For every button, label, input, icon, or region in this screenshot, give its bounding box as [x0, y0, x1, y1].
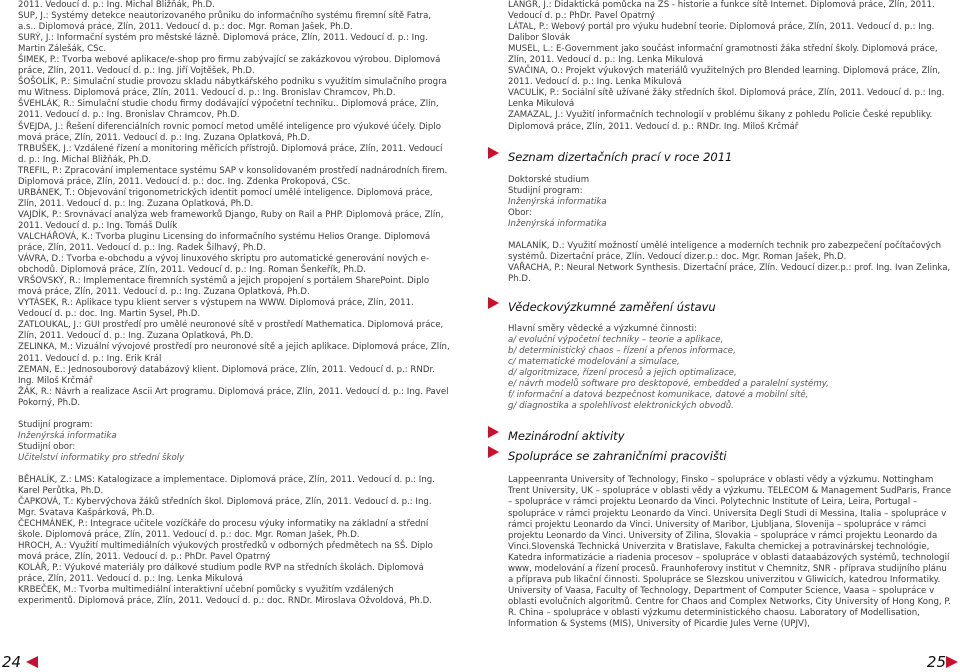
dissertations-heading-text: Seznam dizertačních prací v roce 2011 [508, 149, 733, 164]
thesis-entry: LÁTAL, P.: Webový portál pro výuku hudební teorie. Diplomová práce, Zlín, 2011. Vedoucí d. p.: Ing. Dalibor Slovák [508, 22, 935, 44]
thesis-entry: ČECHMÁNEK, P.: Integrace učitele vozíčkáře do procesu výuky informatiky na základní a střední škole. Diplomová práce, Zlín, 2011. Vedoucí d. p.: doc. Mgr. Roman Jašek, Ph.D. [18, 519, 429, 541]
thesis-entry: BĚHALÍK, Z.: LMS: Katalogizace a implementace. Diplomová práce, Zlín, 2011. Vedoucí d. p.: Ing. Karel Perůtka, Ph.D. [18, 474, 435, 496]
thesis-entry: LANGR, J.: Didaktická pomůcka na ZŠ - historie a funkce sítě Internet. Diplomová práce, Zlín, 2011. Vedoucí d. p.: PhDr. Pavel Opatrný [508, 0, 935, 22]
thesis-entry: TREFIL, P.: Zpracování implementace systému SAP v konsolidovaném prostředí nadnárodních firem. Diplomová práce, Zlín, 2011. Vedoucí d. p.: doc. Ing. Zdenka Prokopová, CSc. [18, 165, 448, 187]
doctoral-field-value: Inženýrská informatika [508, 218, 607, 229]
program-value: Inženýrská informatika [18, 430, 117, 441]
thesis-entry: ZAMAZAL, J.: Využití informačních technologií v problému šikany z pohledu Policie České republiky. Diplomová práce, Zlín, 2011. Vedoucí d. p.: RNDr. Ing. Miloš Krčmář [508, 110, 933, 132]
research-heading [508, 296, 952, 315]
left-thesis-list-1 [18, 0, 450, 409]
thesis-entry: ŠOŠOLÍK, P.: Simulační studie provozu skladu nábytkářského podniku s využitím simulačního progra mu Witness. Diplomová práce, Zlín, 2011. Vedoucí d. p.: Ing. Bronislav Chramcov, Ph.D. [18, 77, 447, 99]
research-item: f/ informační a datová bezpečnost komunikace, datové a mobilní sítě, [508, 390, 809, 401]
thesis-entry: KOLÁŘ, P.: Výukové materiály pro dálkové studium podle RVP na středních školách. Diplomová práce, Zlín, 2011. Vedoucí d. p.: Ing. Lenka Mikulová [18, 563, 424, 585]
doctoral-program-value: Inženýrská informatika [508, 196, 607, 207]
doctoral-field-label: Obor: [508, 207, 532, 218]
thesis-entry: MALANÍK, D.: Využití možností umělé inteligence a moderních technik pro zabezpečení počítačových systémů. Dizertační práce, Zlín. Vedoucí dizer.p.: doc. Mgr. Roman Jašek, Ph.D. [508, 240, 942, 262]
thesis-entry: MUSEL, L.: E-Government jako součást informační gramotnosti žáka střední školy. Diplomová práce, Zlín, 2011. Vedoucí d. p.: Ing. Lenka Mikulová [508, 44, 938, 66]
doctoral-label: Doktorské studium [508, 174, 590, 185]
thesis-entry: 2011. Vedoucí d. p.: Ing. Michal Bližňák, Ph.D. [18, 0, 215, 10]
thesis-entry: ZELINKA, M.: Vizuální vývojové prostředí pro neuronové sítě a jejich aplikace. Diplomová práce, Zlín, 2011. Vedoucí d. p.: Ing. Erik Král [18, 342, 450, 364]
thesis-entry: ŽÁK, R.: Návrh a realizace Ascii Art programu. Diplomová práce, Zlín, 2011. Vedoucí d. p.: Ing. Pavel Pokorný, Ph.D. [18, 386, 449, 408]
research-heading-text: Vědeckovýzkumné zaměření ústavu [508, 299, 716, 314]
thesis-entry: KRBEČEK, M.: Tvorba multimediální interaktivní učební pomůcky s využitím vzdálených experimentů. Diplomová práce, Zlín, 2011. Vedoucí d. p.: doc. RNDr. Miroslava Ožvoldová, Ph.D. [18, 585, 432, 607]
cooperation-heading-text: Spolupráce se zahraničními pracovišti [508, 449, 727, 464]
thesis-entry: ZEMAN, E.: Jednosouborový databázový klient. Diplomová práce, Zlín, 2011. Vedoucí d. p.: RNDr. Ing. Miloš Krčmář [18, 364, 435, 386]
right-page [508, 0, 952, 630]
research-item: b/ deterministický chaos – řízení a přenos informace, [508, 346, 736, 357]
thesis-entry: VRŠOVSKÝ, R.: Implementace firemních systémů a jejich propojení s portálem SharePoint. Diplo mová práce, Zlín, 2011. Vedoucí d. p.: Ing. Zuzana Oplatková, Ph.D. [18, 276, 430, 298]
right-page-marker-icon [946, 656, 958, 668]
research-item: d/ algoritmizace, řízení procesů a jejich optimalizace, [508, 368, 737, 379]
thesis-entry: VAJDÍK, P.: Srovnávací analýza web frameworků Django, Ruby on Rail a PHP. Diplomová práce, Zlín, 2011. Vedoucí d. p.: Ing. Tomáš Dulík [18, 209, 444, 231]
research-item: c/ matematické modelování a simulace, [508, 357, 680, 368]
research-directions-label: Hlavní směry vědecké a výzkumné činnosti: [508, 323, 697, 334]
triangle-bullet-icon [488, 446, 499, 458]
thesis-entry: ŠVEJDA, J.: Řešení diferenciálních rovnic pomocí metod umělé inteligence pro výukové účely. Diplo mová práce, Zlín, 2011. Vedoucí d. p.: Ing. Zuzana Oplatková, Ph.D. [18, 121, 442, 143]
left-thesis-list-2 [18, 475, 450, 608]
cooperation-heading [508, 445, 952, 464]
right-thesis-list [508, 0, 952, 133]
research-item: g/ diagnostika a spolehlivost elektronických obvodů. [508, 401, 734, 412]
triangle-bullet-icon [488, 297, 499, 309]
cooperation-text: Lappeenranta University of Technology, Finsko – spolupráce v oblasti vědy a výzkumu. Nottingham Trent University, UK – spolupráce v oblasti vědy a výzkumu. TELECOM & Management SudParis, France – spolupráce v rámci projektu Leonardo da Vinci. Polytechnic Institute of Leira, Leira, Portugal – spolupráce v rámci projektu Leonardo da Vinci. Universita Degli Studi di Messina, Italia – spolupráce v rámci projektu Leonardo da Vinci. University of Maribor, Ljubljana, Slovenija – spolupráce v rámci projektu Leonardo da Vinci. University of Zilina, Slovakia – spolupráce v rámci projektu Leonardo da Vinci.Slovenská Technická Univerzita v Bratislave, Fakulta chemickej a potravinárskej technológie, Katedra informatizácie a riadenia procesov – spolupráce v oblasti dataabázových systémů, technologií www, modelování a řízení procesů. Fraunhoferovy institut v Chemnitz, SNR - příprava studijního plánu a příprava pub likační činnosti. Spolupráce se Slezskou univerzitou v Gliwicích, katedrou Informatiky. University of Vaasa, Faculty of Technology, Department of Computer Science, Vaasa – spolupráce v oblasti evolučních algoritmů. Centre for Chaos and Complex Networks, City University of Hong Kong, P. R. China – spolupráce v oblasti výzkumu deterministického chaosu. Laboratory of Modellisation, Information & Systems (MIS), University of Picardie Jules Verne (UPJV), [508, 475, 952, 629]
research-directions-list [508, 335, 952, 412]
thesis-entry: SVAČINA, O.: Projekt výukových materiálů využitelných pro Blended learning. Diplomová práce, Zlín, 2011. Vedoucí d. p.: Ing. Lenka Mikulová [508, 66, 941, 88]
thesis-entry: URBÁNEK, T.: Objevování trigonometrických identit pomocí umělé inteligence. Diplomová práce, Zlín, 2011. Vedoucí d. p.: Ing. Zuzana Oplatková, Ph.D. [18, 187, 433, 209]
thesis-entry: SUP, J.: Systémy detekce neautorizovaného průniku do informačního systému firemní sítě Fatra, a.s.. Diplomová práce, Zlín, 2011. Vedoucí d. p.: doc. Mgr. Roman Jašek, Ph.D. [18, 11, 432, 33]
left-page [18, 0, 450, 607]
thesis-entry: VÁVRA, D.: Tvorba e-obchodu a vývoj linuxového skriptu pro automatické generování nových e-obchodů. Diplomová práce, Zlín, 2011. Vedoucí d. p.: Ing. Roman Šenkeřík, Ph.D. [18, 254, 430, 276]
program-label: Studijní program: [18, 419, 93, 430]
thesis-entry: ŠVEHLÁK, R.: Simulační studie chodu firmy dodávající výpočetní techniku.. Diplomová práce, Zlín, 2011. Vedoucí d. p.: Ing. Bronislav Chramcov, Ph.D. [18, 99, 439, 121]
left-page-marker-icon [26, 656, 38, 668]
thesis-entry: HROCH, A.: Využití multimediálních výukových prostředků v odborných předmětech na SŠ. Diplo mová práce, Zlín, 2011. Vedoucí d. p.: PhDr. Pavel Opatrný [18, 541, 433, 563]
triangle-bullet-icon [488, 147, 499, 159]
thesis-entry: VACULÍK, P.: Sociální sítě užívané žáky středních škol. Diplomová práce, Zlín, 2011. Vedoucí d. p.: Ing. Lenka Mikulová [508, 88, 945, 110]
field-label: Studijní obor: [18, 441, 76, 452]
thesis-entry: ŠIMEK, P.: Tvorba webové aplikace/e-shop pro firmu zabývající se zakázkovou výrobou. Diplomová práce, Zlín, 2011. Vedoucí d. p.: Ing. Jiří Vojtěšek, Ph.D. [18, 55, 441, 77]
dissertation-list [508, 241, 952, 285]
thesis-entry: TRBUŠEK, J.: Vzdálené řízení a monitoring měřicích přístrojů. Diplomová práce, Zlín, 2011. Vedoucí d. p.: Ing. Michal Bližňák, Ph.D. [18, 143, 443, 165]
thesis-entry: ČAPKOVÁ, T.: Kybervýchova žáků středních škol. Diplomová práce, Zlín, 2011. Vedoucí d. p.: Ing. Mgr. Svatava Kašpárková, Ph.D. [18, 497, 432, 519]
triangle-bullet-icon [488, 426, 499, 438]
international-heading [508, 425, 952, 444]
thesis-entry: VYTÁSEK, R.: Aplikace typu klient server s výstupem na WWW. Diplomová práce, Zlín, 2011. Vedoucí d. p.: doc. Ing. Martin Sysel, Ph.D. [18, 298, 414, 320]
right-page-number: 25 [926, 653, 946, 671]
doctoral-program-label: Studijní program: [508, 185, 583, 196]
thesis-entry: VAŘACHA, P.: Neural Network Synthesis. Dizertační práce, Zlín. Vedoucí dizer.p.: prof. Ing. Ivan Zelinka, Ph.D. [508, 262, 951, 284]
research-item: a/ evoluční výpočetní techniky – teorie a aplikace, [508, 335, 724, 346]
international-heading-text: Mezinárodní aktivity [508, 429, 625, 444]
thesis-entry: SURÝ, J.: Informační systém pro městské lázně. Diplomová práce, Zlín, 2011. Vedoucí d. p.: Ing. Martin Zálešák, CSc. [18, 33, 428, 55]
field-value: Učitelství informatiky pro střední školy [18, 452, 185, 463]
thesis-entry: VALCHÁŘOVÁ, K.: Tvorba pluginu Licensing do informačního systému Helios Orange. Diplomová práce, Zlín, 2011. Vedoucí d. p.: Ing. Radek Šilhavý, Ph.D. [18, 231, 431, 254]
dissertations-heading [508, 146, 952, 165]
research-item: e/ návrh modelů software pro desktopové, embedded a paralelní systémy, [508, 379, 829, 390]
thesis-entry: ZATLOUKAL, J.: GUI prostředí pro umělé neuronové sítě v prostředí Mathematica. Diplomová práce, Zlín, 2011. Vedoucí d. p.: Ing. Zuzana Oplatková, Ph.D. [18, 320, 444, 342]
left-page-number: 24 [2, 653, 22, 671]
